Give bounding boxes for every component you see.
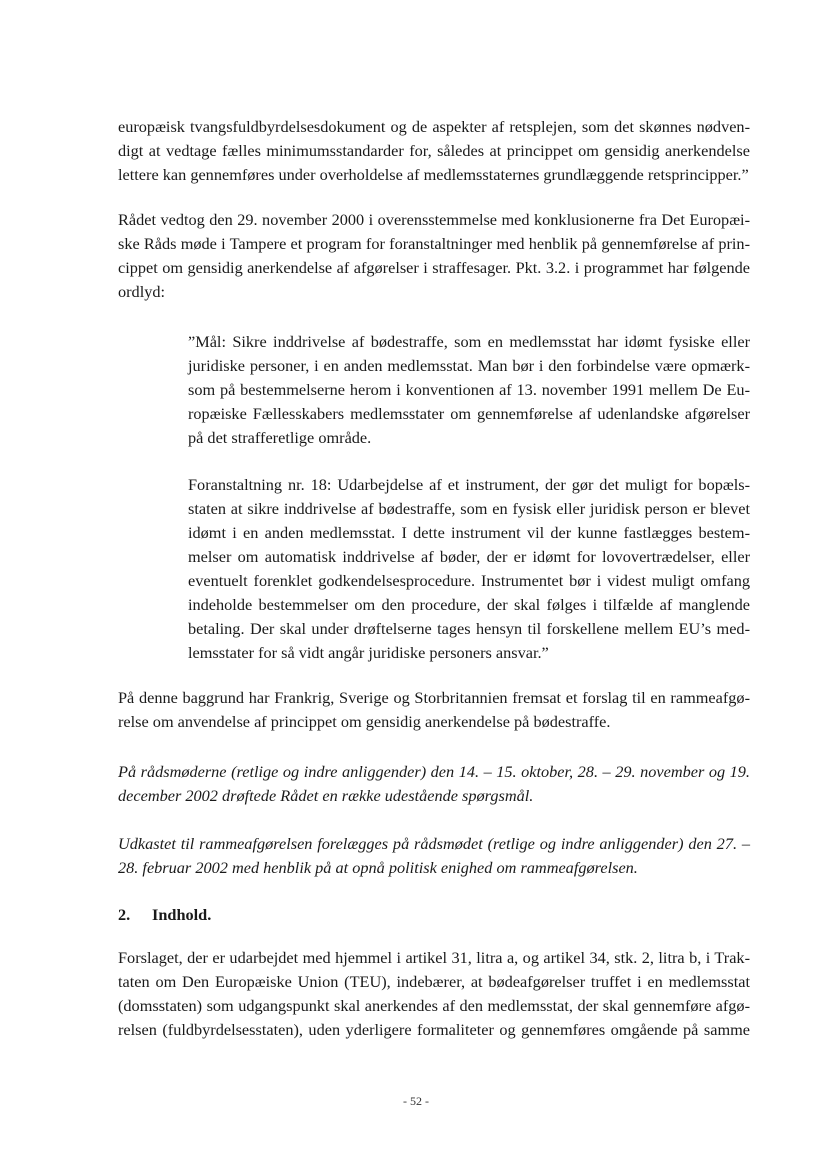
text-line: december 2002 drøftede Rådet en række udestående spørgsmål. bbox=[118, 786, 534, 805]
text-line: 28. februar 2002 med henblik på at opnå politisk enighed om rammeafgørelsen. bbox=[118, 858, 638, 877]
quote-objective bbox=[188, 330, 750, 450]
text-line: På rådsmøderne (retlige og indre anliggender) den 14. – 15. oktober, 28. – 29. november og 19. bbox=[118, 762, 750, 781]
text-line: Rådet vedtog den 29. november 2000 i overensstemmelse med konklusionerne fra Det Europæi- bbox=[118, 210, 750, 229]
paragraph-council-programme bbox=[118, 208, 750, 304]
paragraph-draft-framework bbox=[118, 832, 750, 880]
quote-measure-18 bbox=[188, 473, 750, 665]
page-number: - 52 - bbox=[403, 1094, 429, 1108]
text-line: taten om Den Europæiske Union (TEU), indebærer, at bødeafgørelser truffet i en medlemsstat bbox=[118, 972, 750, 991]
section-number: 2. bbox=[118, 905, 131, 924]
text-line: (domsstaten) som udgangspunkt skal anerkendes af den medlemsstat, der skal gennemføre afgø- bbox=[118, 996, 750, 1015]
text-line: staten at sikre inddrivelse af bødestraffe, som en fysisk eller juridisk person er blevet bbox=[188, 499, 750, 518]
text-line: ske Råds møde i Tampere et program for foranstaltninger med henblik på gennemførelse af prin- bbox=[118, 234, 750, 253]
text-line: betaling. Der skal under drøftelserne tages hensyn til forskellene mellem EU’s med- bbox=[188, 619, 750, 638]
text-line: ”Mål: Sikre inddrivelse af bødestraffe, som en medlemsstat har idømt fysiske eller bbox=[188, 332, 750, 351]
text-line: Udkastet til rammeafgørelsen forelægges på rådsmødet (retlige og indre anliggender) den 27. – bbox=[118, 834, 750, 853]
section-heading bbox=[118, 903, 211, 927]
paragraph-proposal-background bbox=[118, 686, 750, 734]
text-line: idømt i en anden medlemsstat. I dette instrument vil der kunne fastlægges bestem- bbox=[188, 523, 750, 542]
text-line: på det strafferetlige område. bbox=[188, 428, 372, 447]
text-line: relse om anvendelse af princippet om gensidig anerkendelse på bødestraffe. bbox=[118, 712, 611, 731]
text-line: Forslaget, der er udarbejdet med hjemmel i artikel 31, litra a, og artikel 34, stk. 2, litra b, i Trak- bbox=[118, 948, 750, 967]
text-line: digt at vedtage fælles minimumsstandarder for, således at princippet om gensidig anerkendelse bbox=[118, 141, 750, 160]
paragraph-intro-continuation bbox=[118, 115, 750, 187]
paragraph-council-meetings bbox=[118, 760, 750, 808]
section-title: Indhold. bbox=[152, 905, 212, 924]
paragraph-proposal-content bbox=[118, 946, 750, 1042]
text-line: ropæiske Fællesskabers medlemsstater om gennemførelse af udenlandske afgørelser bbox=[188, 404, 750, 423]
text-line: juridiske personer, i en anden medlemsstat. Man bør i den forbindelse være opmærk- bbox=[188, 356, 750, 375]
text-line: ordlyd: bbox=[118, 282, 166, 301]
text-line: lemsstater for så vidt angår juridiske personers ansvar.” bbox=[188, 643, 549, 662]
text-line: lettere kan gennemføres under overholdelse af medlemsstaternes grundlæggende retsprincipper.” bbox=[118, 165, 749, 184]
text-line: Foranstaltning nr. 18: Udarbejdelse af et instrument, der gør det muligt for bopæls- bbox=[188, 475, 750, 494]
text-line: indeholde bestemmelser om den procedure, der skal følges i tilfælde af manglende bbox=[188, 595, 750, 614]
text-line: cippet om gensidig anerkendelse af afgørelser i straffesager. Pkt. 3.2. i programmet har følgende bbox=[118, 258, 750, 277]
text-line: relsen (fuldbyrdelsesstaten), uden yderligere formaliteter og gennemføres omgående på samme bbox=[118, 1020, 750, 1039]
text-line: europæisk tvangsfuldbyrdelsesdokument og de aspekter af retsplejen, som det skønnes nødven- bbox=[118, 117, 750, 136]
text-line: eventuelt forenklet godkendelsesprocedure. Instrumentet bør i videst muligt omfang bbox=[188, 571, 750, 590]
text-line: På denne baggrund har Frankrig, Sverige og Storbritannien fremsat et forslag til en rammeafgø- bbox=[118, 688, 750, 707]
text-line: som på bestemmelserne herom i konventionen af 13. november 1991 mellem De Eu- bbox=[188, 380, 750, 399]
text-line: melser om automatisk inddrivelse af bøder, der er idømt for lovovertrædelser, eller bbox=[188, 547, 750, 566]
